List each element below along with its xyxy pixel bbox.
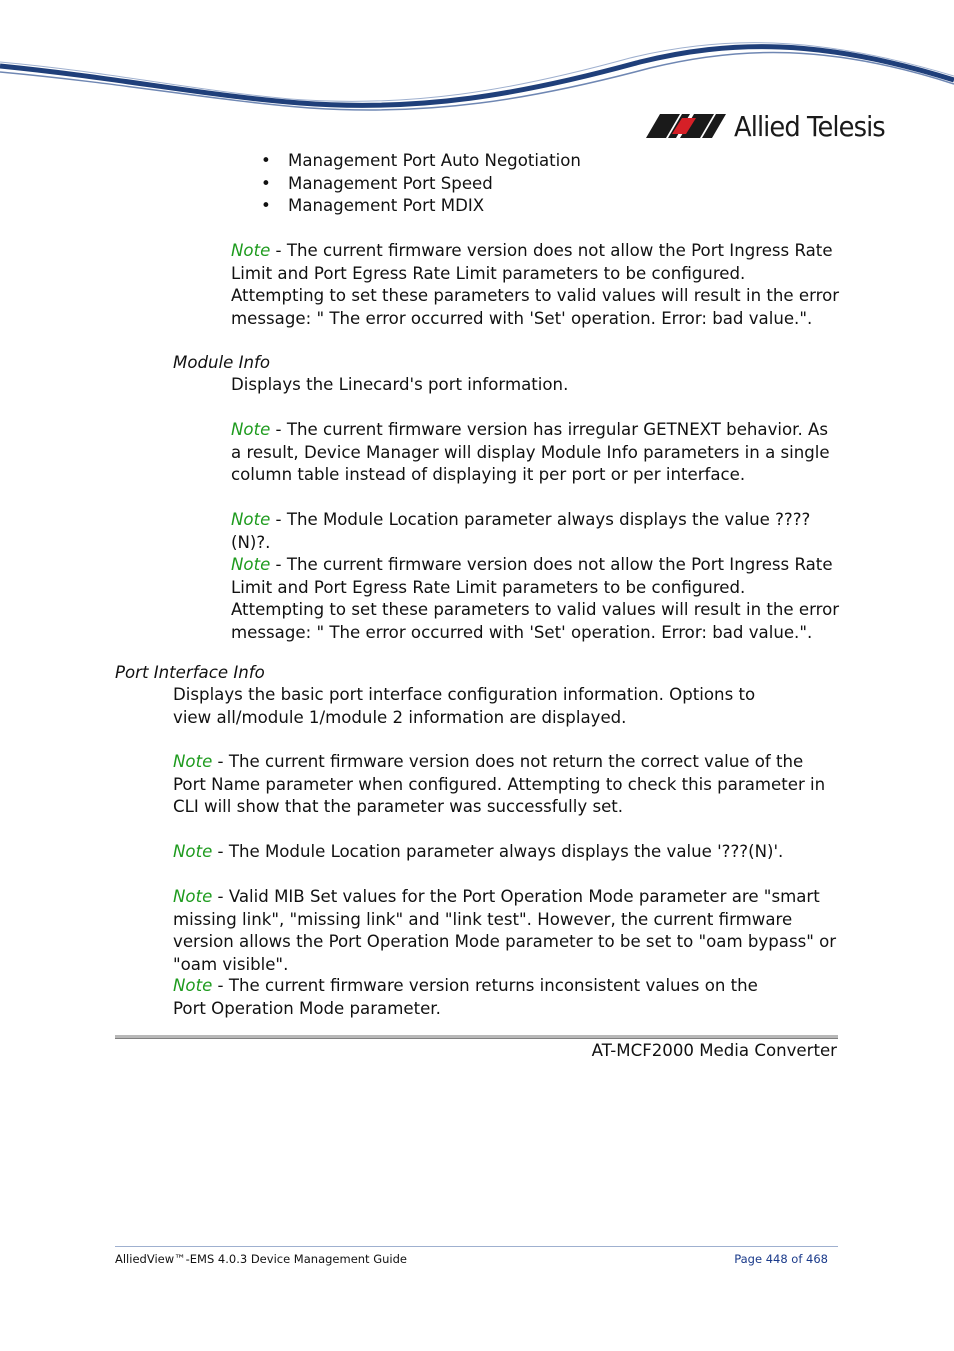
note-text: - The current firmware version does not allow the Port Ingress Rate Limit and Port Egress Rate Limit parameters to be configured. Attempting to set these parameters to valid values will result in the error message: " The error occurred with 'Set' operation. Error: bad value.". <box>231 241 840 328</box>
section-heading-port-interface-info: Port Interface Info <box>115 663 265 682</box>
note-paragraph <box>173 841 841 864</box>
note-label: Note <box>173 976 213 995</box>
allied-telesis-logo-mark-icon <box>646 112 726 140</box>
note-text: - Valid MIB Set values for the Port Operation Mode parameter are "smart missing link", "missing link" and "link test". However, the current firmware version allows the Port Operation Mode parameter to be set to "oam bypass" or "oam visible". <box>173 887 837 974</box>
note-text: - The current firmware version does not allow the Port Ingress Rate Limit and Port Egress Rate Limit parameters to be configured. Attempting to set these parameters to valid values will result in the error message: " The error occurred with 'Set' operation. Error: bad value.". <box>231 555 840 642</box>
section-description: Displays the Linecard's port information. <box>231 375 569 394</box>
note-label: Note <box>173 842 213 861</box>
note-paragraph <box>173 975 793 1020</box>
note-text: - The current firmware version does not return the correct value of the Port Name parameter when configured. Attempting to check this parameter in CLI will show that the parameter was successfully set. <box>173 752 826 816</box>
section-divider <box>115 1035 838 1039</box>
list-item: • Management Port MDIX <box>288 195 581 218</box>
note-label: Note <box>231 555 271 574</box>
product-name: AT-MCF2000 Media Converter <box>591 1041 837 1060</box>
bullet-list <box>288 150 581 218</box>
note-text: - The current firmware version has irregular GETNEXT behavior. As a result, Device Manager will display Module Info parameters in a single column table instead of displaying it per port or per interface. <box>231 420 830 484</box>
list-item: • Management Port Auto Negotiation <box>288 150 581 173</box>
note-text: - The current firmware version returns inconsistent values on the Port Operation Mode parameter. <box>173 976 758 1018</box>
note-label: Note <box>173 887 213 906</box>
footer-doc-title: AlliedView™-EMS 4.0.3 Device Management Guide <box>115 1252 407 1266</box>
note-paragraph <box>231 419 841 487</box>
note-text: - The Module Location parameter always displays the value '???(N)'. <box>212 842 784 861</box>
note-label: Note <box>173 752 213 771</box>
footer-page-number: Page 448 of 468 <box>734 1252 828 1266</box>
note-paragraph <box>231 554 841 644</box>
note-paragraph <box>231 240 841 330</box>
section-description: Displays the basic port interface configuration information. Options to view all/module 1/module 2 information are displayed. <box>173 685 756 727</box>
note-paragraph <box>173 886 841 976</box>
note-text: - The Module Location parameter always displays the value ????(N)?. <box>231 510 811 552</box>
note-paragraph <box>231 509 841 554</box>
note-label: Note <box>231 510 271 529</box>
note-paragraph <box>173 751 841 819</box>
logo-text: Allied Telesis <box>734 109 885 143</box>
allied-telesis-logo <box>646 108 898 144</box>
note-label: Note <box>231 420 271 439</box>
section-heading-module-info: Module Info <box>173 353 271 372</box>
footer-divider <box>115 1246 838 1247</box>
list-item: • Management Port Speed <box>288 173 581 196</box>
note-label: Note <box>231 241 271 260</box>
